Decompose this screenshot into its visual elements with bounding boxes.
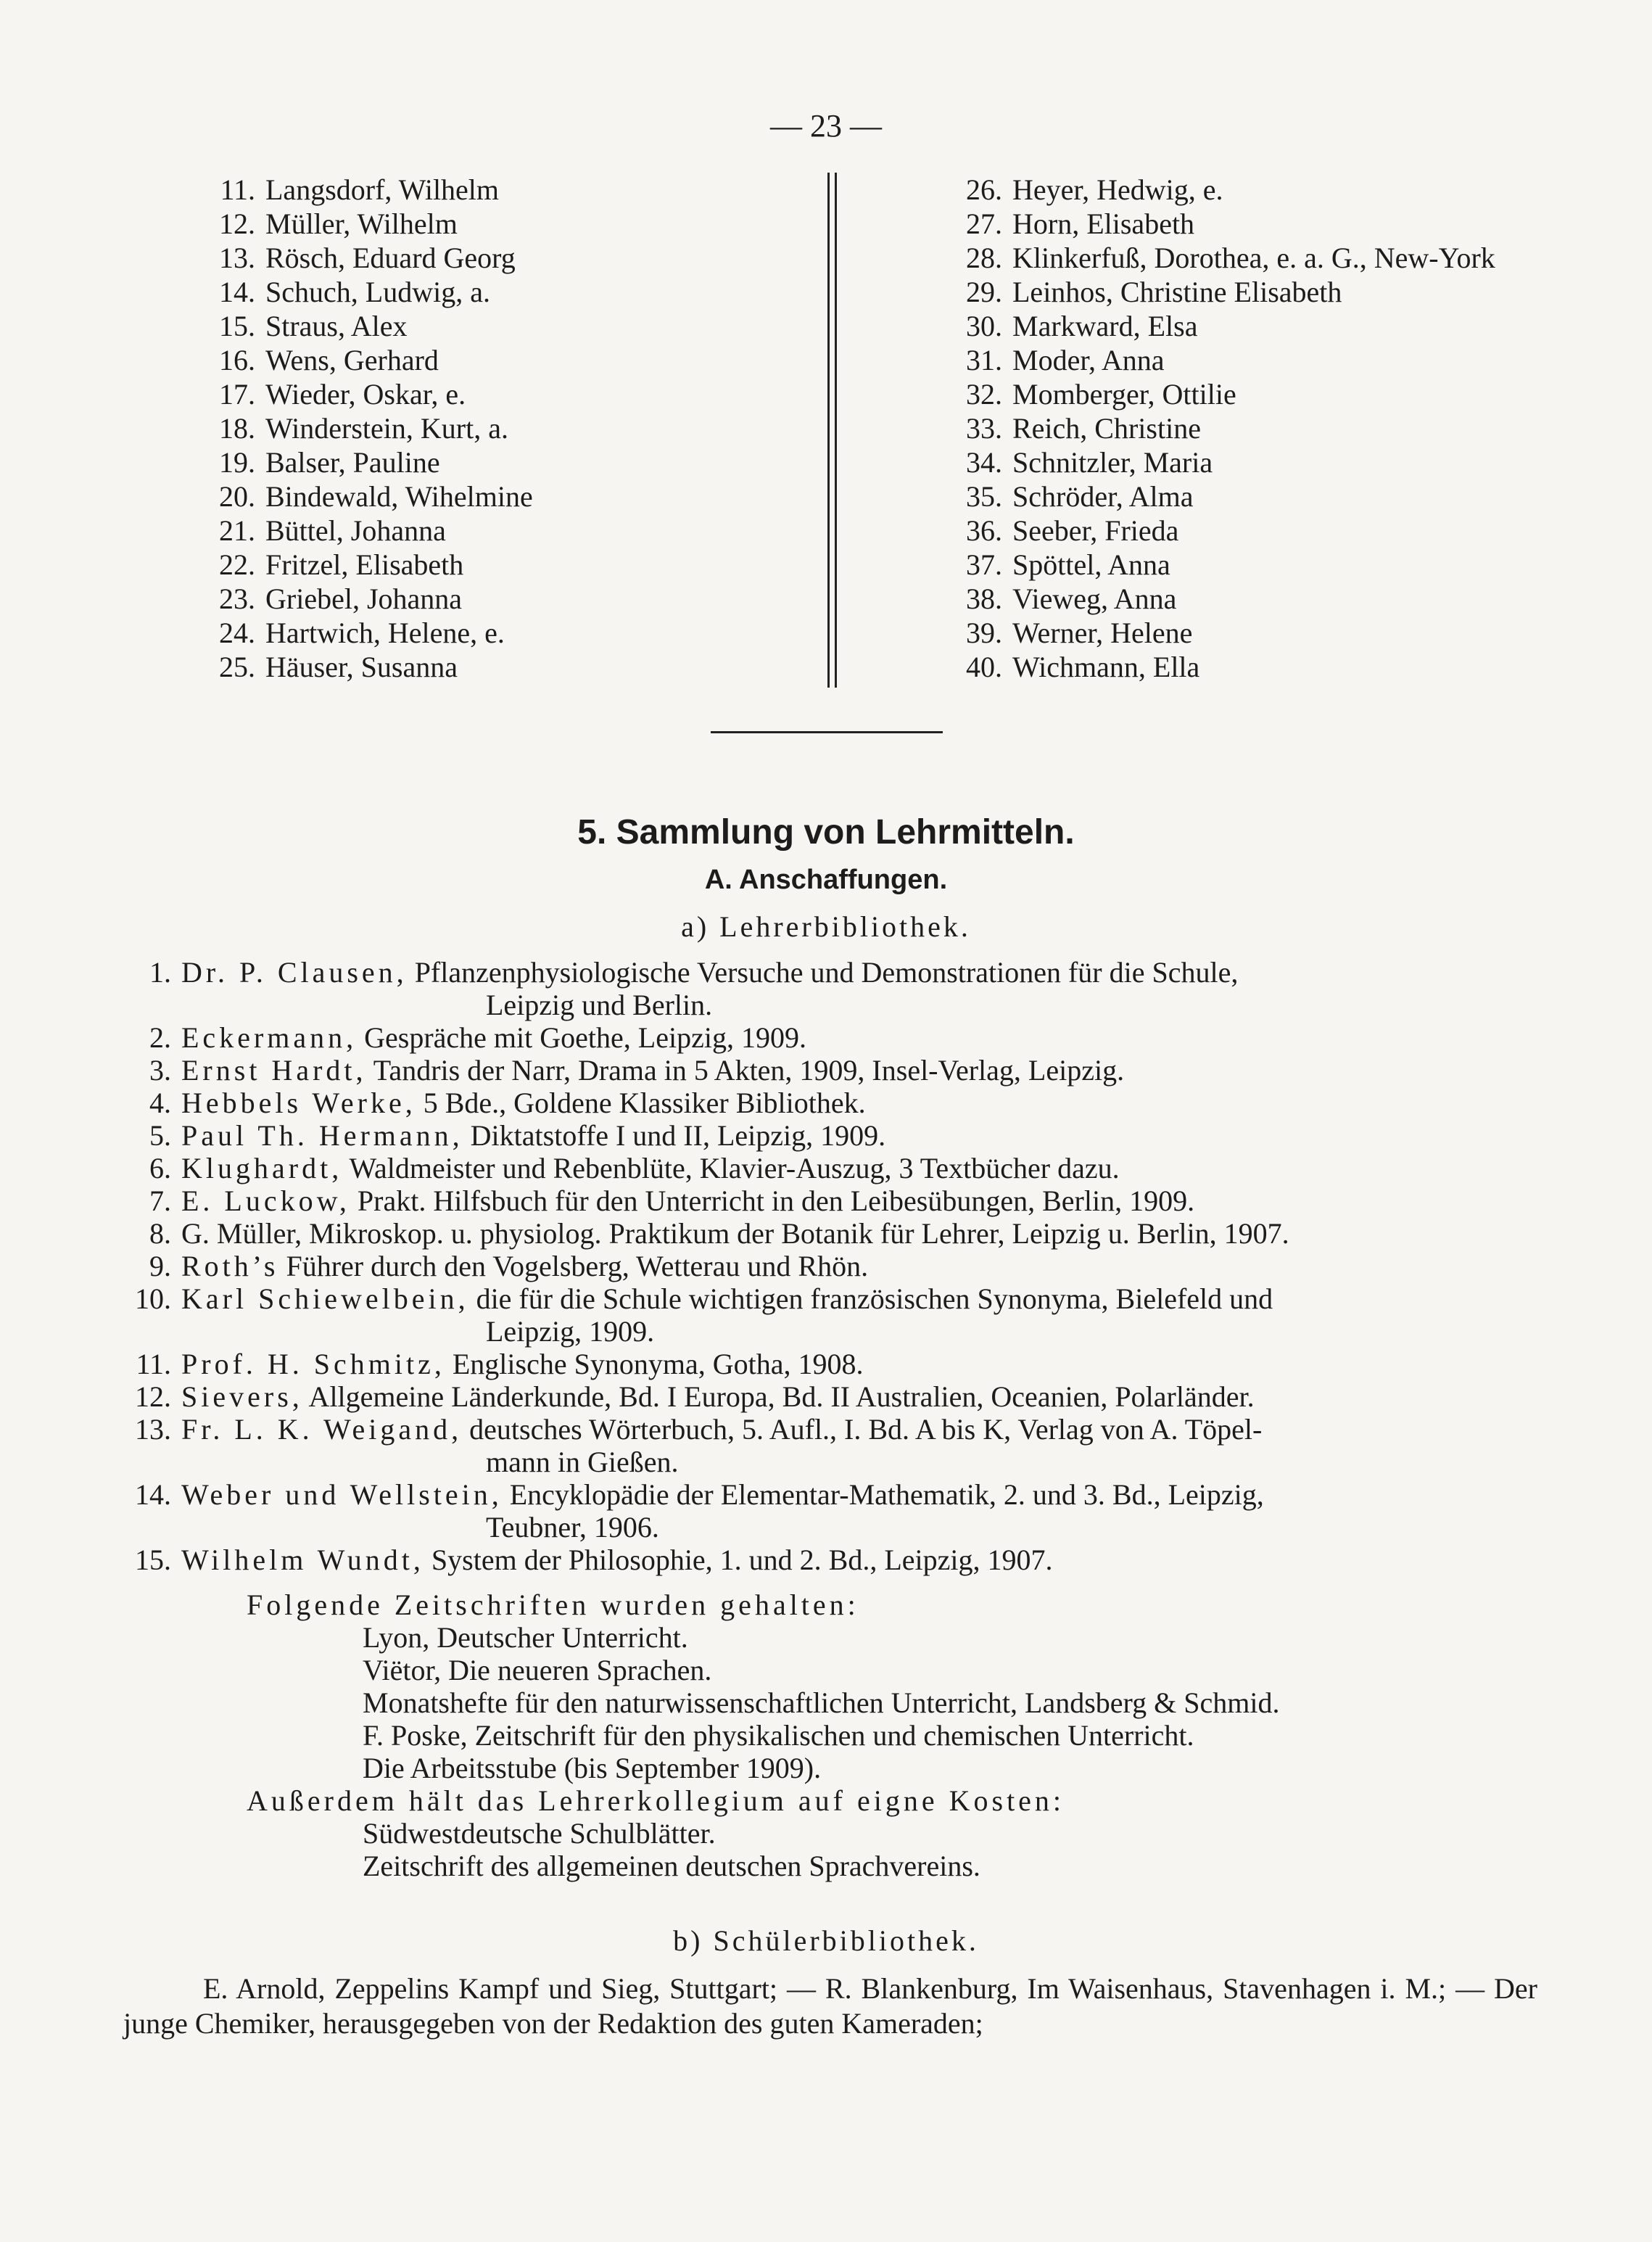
list-item: 40. Wichmann, Ella bbox=[966, 651, 1200, 683]
list-item: 13. Rösch, Eduard Georg bbox=[219, 242, 516, 274]
list-item: 20. Bindewald, Wihelmine bbox=[219, 480, 533, 513]
list-item: 14. Weber und Wellstein, Encyklopädie der Elementar-Mathematik, 2. und 3. Bd., Leipzig, bbox=[135, 1478, 1264, 1511]
list-item: 4. Hebbels Werke, 5 Bde., Goldene Klassiker Bibliothek. bbox=[149, 1087, 866, 1119]
list-item: 35. Schröder, Alma bbox=[966, 480, 1194, 513]
list-item: 2. Eckermann, Gespräche mit Goethe, Leipzig, 1909. bbox=[149, 1021, 806, 1054]
list-item: 12. Sievers, Allgemeine Länderkunde, Bd. I Europa, Bd. II Australien, Oceanien, Polarländer. bbox=[135, 1380, 1255, 1413]
names-column-left bbox=[161, 173, 814, 684]
list-item: 14. Schuch, Ludwig, a. bbox=[219, 276, 490, 308]
list-item: 17. Wieder, Oskar, e. bbox=[219, 378, 466, 411]
list-item-continuation: Leipzig und Berlin. bbox=[486, 989, 713, 1021]
schuelerbibliothek-heading: b) Schülerbibliothek. bbox=[673, 1924, 979, 1957]
column-divider bbox=[827, 173, 830, 688]
list-item: Zeitschrift des allgemeinen deutschen Sprachvereins. bbox=[363, 1850, 980, 1882]
list-item: 37. Spöttel, Anna bbox=[966, 548, 1170, 581]
list-item: 39. Werner, Helene bbox=[966, 617, 1193, 649]
list-item: 7. E. Luckow, Prakt. Hilfsbuch für den Unterricht in den Leibesübungen, Berlin, 1909. bbox=[149, 1184, 1195, 1217]
list-item: 38. Vieweg, Anna bbox=[966, 582, 1177, 615]
list-item: 13. Fr. L. K. Weigand, deutsches Wörterbuch, 5. Aufl., I. Bd. A bis K, Verlag von A. Töpel- bbox=[135, 1413, 1263, 1446]
list-item: Monatshefte für den naturwissenschaftlichen Unterricht, Landsberg & Schmid. bbox=[363, 1686, 1280, 1719]
list-item: 11. Langsdorf, Wilhelm bbox=[220, 173, 500, 206]
list-item: 23. Griebel, Johanna bbox=[219, 582, 463, 615]
list-item: Lyon, Deutscher Unterricht. bbox=[363, 1621, 688, 1654]
list-item: 31. Moder, Anna bbox=[966, 344, 1165, 376]
list-item: F. Poske, Zeitschrift für den physikalischen und chemischen Unterricht. bbox=[363, 1719, 1194, 1752]
list-item: Die Arbeitsstube (bis September 1909). bbox=[363, 1752, 822, 1784]
list-item: 12. Müller, Wilhelm bbox=[219, 207, 458, 240]
list-item: 16. Wens, Gerhard bbox=[219, 344, 439, 376]
list-item: 9. Roth’s Führer durch den Vogelsberg, Wetterau und Rhön. bbox=[149, 1250, 869, 1282]
list-item: 34. Schnitzler, Maria bbox=[966, 446, 1213, 479]
names-column-right bbox=[908, 173, 1633, 684]
list-item: 25. Häuser, Susanna bbox=[219, 651, 458, 683]
periodicals-section bbox=[247, 1588, 1279, 1882]
list-item: 19. Balser, Pauline bbox=[219, 446, 440, 479]
list-item: 26. Heyer, Hedwig, e. bbox=[966, 173, 1223, 206]
list-item: 29. Leinhos, Christine Elisabeth bbox=[966, 276, 1342, 308]
list-item: 10. Karl Schiewelbein, die für die Schule wichtigen französischen Synonyma, Bielefeld und bbox=[135, 1282, 1273, 1315]
list-item: 1. Dr. P. Clausen, Pflanzenphysiologische Versuche und Demonstrationen für die Schule, bbox=[149, 956, 1239, 989]
list-item: 6. Klughardt, Waldmeister und Rebenblüte, Klavier-Auszug, 3 Textbücher dazu. bbox=[149, 1152, 1120, 1184]
schuelerbibliothek-text: E. Arnold, Zeppelins Kampf und Sieg, Stuttgart; — R. Blankenburg, Im Waisenhaus, Stavenhagen i. M.; — Der junge Chemiker, herausgegeben von der Redaktion des guten Kameraden; bbox=[123, 1972, 1537, 2040]
list-item: 11. Prof. H. Schmitz, Englische Synonyma, Gotha, 1908. bbox=[136, 1348, 864, 1380]
book-list bbox=[123, 956, 1537, 1576]
list-item: 32. Momberger, Ottilie bbox=[966, 378, 1236, 411]
lehrerbibliothek-heading: a) Lehrerbibliothek. bbox=[681, 910, 971, 943]
list-item: 21. Büttel, Johanna bbox=[219, 514, 446, 547]
list-item: 8. G. Müller, Mikroskop. u. physiolog. Praktikum der Botanik für Lehrer, Leipzig u. Berlin, 1907. bbox=[149, 1217, 1289, 1250]
list-item: 30. Markward, Elsa bbox=[966, 310, 1198, 342]
section-title: 5. Sammlung von Lehrmitteln. bbox=[577, 813, 1075, 852]
list-item: 27. Horn, Elisabeth bbox=[966, 207, 1195, 240]
list-item-continuation: Teubner, 1906. bbox=[486, 1511, 659, 1544]
list-item: 24. Hartwich, Helene, e. bbox=[219, 617, 505, 649]
private-periodicals-intro: Außerdem hält das Lehrerkollegium auf eigne Kosten: bbox=[247, 1784, 1065, 1817]
subsection-title: A. Anschaffungen. bbox=[704, 865, 948, 895]
page-number: — 23 — bbox=[770, 108, 882, 144]
list-item-continuation: Leipzig, 1909. bbox=[486, 1315, 655, 1348]
periodicals-intro: Folgende Zeitschriften wurden gehalten: bbox=[247, 1588, 859, 1621]
list-item: Viëtor, Die neueren Sprachen. bbox=[363, 1654, 712, 1686]
list-item: 22. Fritzel, Elisabeth bbox=[219, 548, 464, 581]
list-item-continuation: mann in Gießen. bbox=[486, 1446, 679, 1478]
list-item: 15. Wilhelm Wundt, System der Philosophie, 1. und 2. Bd., Leipzig, 1907. bbox=[135, 1544, 1053, 1576]
list-item: 5. Paul Th. Hermann, Diktatstoffe I und II, Leipzig, 1909. bbox=[149, 1119, 886, 1152]
column-divider bbox=[835, 173, 837, 688]
list-item: 18. Winderstein, Kurt, a. bbox=[219, 412, 508, 445]
list-item: 3. Ernst Hardt, Tandris der Narr, Drama in 5 Akten, 1909, Insel-Verlag, Leipzig. bbox=[149, 1054, 1125, 1087]
list-item: 15. Straus, Alex bbox=[219, 310, 408, 342]
list-item: Südwestdeutsche Schulblätter. bbox=[363, 1817, 716, 1850]
list-item: 36. Seeber, Frieda bbox=[966, 514, 1179, 547]
list-item: 33. Reich, Christine bbox=[966, 412, 1201, 445]
list-item: 28. Klinkerfuß, Dorothea, e. a. G., New-York bbox=[966, 242, 1495, 274]
section-divider bbox=[711, 731, 943, 733]
